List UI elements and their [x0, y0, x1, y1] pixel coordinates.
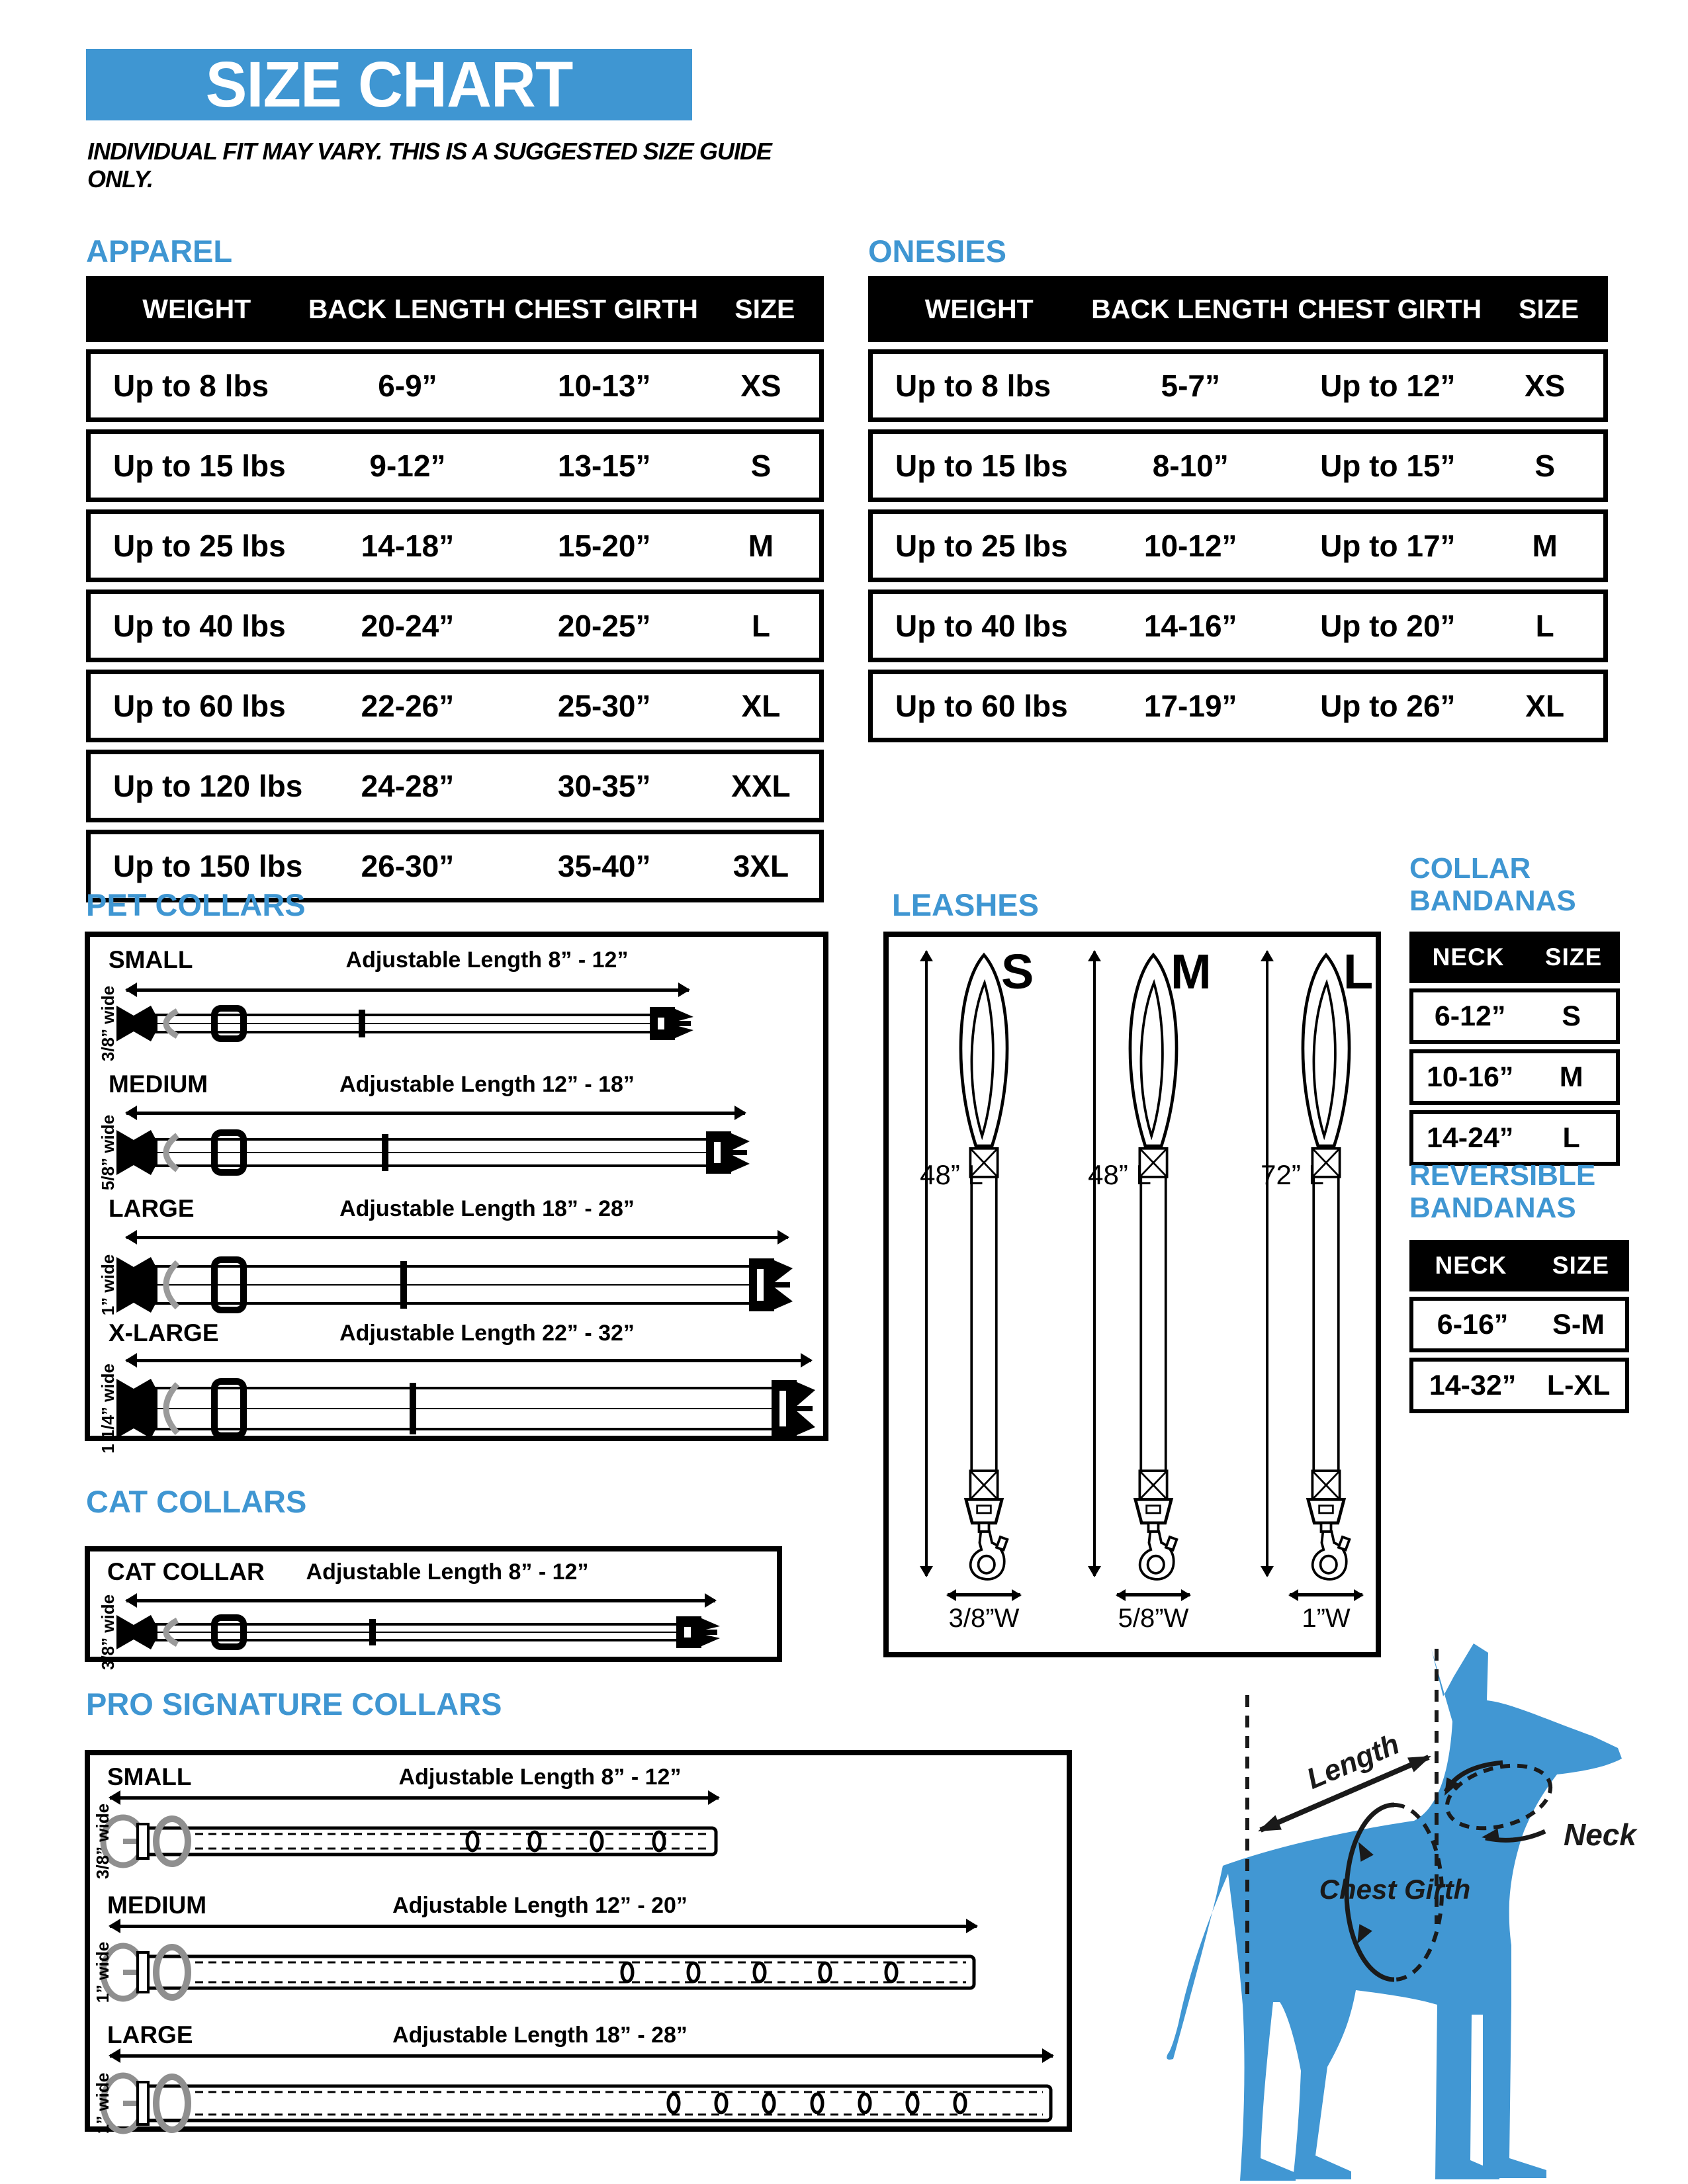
table-row — [86, 509, 824, 582]
double-arrow-icon — [1093, 951, 1096, 1576]
collar-size-label: LARGE — [107, 2021, 193, 2048]
table-cell: 8-10” — [1152, 449, 1229, 483]
collar-diagram — [114, 1000, 696, 1050]
table-cell: 26-30” — [361, 849, 455, 883]
table-cell: XL — [741, 689, 781, 723]
table-cell: XXL — [731, 769, 791, 803]
table-cell: XS — [740, 369, 781, 403]
table-row — [868, 590, 1608, 662]
collar-width-label: 1” wide — [93, 2072, 112, 2134]
reversible-bandanas-heading — [1409, 1159, 1595, 1225]
collar-size-label: SMALL — [109, 946, 193, 973]
leash-diagram — [1286, 949, 1366, 1585]
leash-length-label: 72” L — [1261, 1159, 1324, 1190]
apparel-table-header — [86, 276, 824, 342]
table-cell: 14-32” — [1429, 1369, 1517, 1401]
table-cell: L — [1535, 609, 1554, 643]
collar-bandanas-heading — [1409, 852, 1576, 918]
column-header: SIZE — [1518, 293, 1579, 324]
table-cell: 14-16” — [1143, 609, 1237, 643]
chest-girth-label: Chest Girth — [1319, 1874, 1471, 1905]
leash-width-label: 1”W — [1302, 1604, 1351, 1633]
double-arrow-icon — [1290, 1593, 1362, 1596]
length-label: Length — [1302, 1727, 1404, 1796]
table-cell: Up to 60 lbs — [113, 689, 286, 723]
table-cell: XS — [1524, 369, 1566, 403]
table-cell: Up to 8 lbs — [895, 369, 1051, 403]
double-arrow-icon — [925, 951, 928, 1576]
leash-length-label: 48” L — [1088, 1159, 1151, 1190]
table-cell: Up to 15” — [1320, 449, 1456, 483]
table-cell: M — [1559, 1061, 1583, 1093]
collar-length-label: Adjustable Length 18” - 28” — [339, 1196, 635, 1221]
table-cell: M — [1532, 529, 1558, 563]
collar-width-label: 1 1/4” wide — [98, 1364, 118, 1454]
table-cell: 3XL — [733, 849, 789, 883]
double-arrow-icon — [110, 2054, 1053, 2058]
table-cell: Up to 12” — [1320, 369, 1456, 403]
leash-size-label: S — [1001, 944, 1034, 999]
column-header: CHEST GIRTH — [514, 293, 699, 324]
collar-size-label: SMALL — [107, 1763, 192, 1790]
collar-size-label: CAT COLLAR — [107, 1558, 265, 1585]
leash-length-label: 48” L — [920, 1159, 983, 1190]
table-cell: S — [1534, 449, 1555, 483]
collar-diagram — [114, 1610, 723, 1658]
table-cell: Up to 60 lbs — [895, 689, 1068, 723]
table-cell: Up to 40 lbs — [113, 609, 286, 643]
table-cell: 5-7” — [1161, 369, 1220, 403]
collar-length-label: Adjustable Length 8” - 12” — [345, 947, 629, 973]
apparel-heading: APPAREL — [86, 234, 233, 269]
table-cell: Up to 26” — [1320, 689, 1456, 723]
table-row — [868, 429, 1608, 502]
table-cell: S-M — [1552, 1308, 1605, 1340]
collar-diagram — [114, 1125, 752, 1184]
collar-bandanas-table — [1409, 932, 1620, 1166]
leash-diagram — [944, 949, 1024, 1585]
double-arrow-icon — [126, 1236, 788, 1239]
table-row — [1409, 1358, 1629, 1413]
page-title: SIZE CHART — [205, 48, 573, 120]
double-arrow-icon — [1117, 1593, 1190, 1596]
double-arrow-icon — [1266, 951, 1268, 1576]
table-cell: 17-19” — [1143, 689, 1237, 723]
table-cell: 22-26” — [361, 689, 455, 723]
collar-length-label: Adjustable Length 8” - 12” — [398, 1765, 682, 1790]
collar-size-label: MEDIUM — [107, 1892, 207, 1919]
column-header: BACK LENGTH — [1091, 293, 1289, 324]
collar-width-label: 5/8” wide — [98, 1114, 118, 1191]
double-arrow-icon — [948, 1593, 1020, 1596]
collar-size-label: LARGE — [109, 1195, 195, 1222]
table-cell: S — [1562, 1000, 1581, 1032]
table-row — [868, 349, 1608, 422]
table-cell: 14-24” — [1426, 1121, 1514, 1154]
disclaimer-text: INDIVIDUAL FIT MAY VARY. THIS IS A SUGGESTED SIZE GUIDE ONLY. — [87, 138, 772, 193]
pet-collars-box — [85, 932, 828, 1454]
table-row — [1409, 988, 1620, 1044]
table-cell: 15-20” — [557, 529, 651, 563]
collar-size-label: X-LARGE — [109, 1319, 219, 1346]
heading-line: BANDANAS — [1409, 885, 1576, 918]
bandana-table-header — [1409, 1240, 1629, 1291]
table-row — [1409, 1110, 1620, 1166]
table-row — [86, 670, 824, 742]
column-header: SIZE — [734, 293, 795, 324]
column-header: NECK — [1432, 943, 1505, 971]
table-cell: 20-25” — [557, 609, 651, 643]
table-cell: Up to 150 lbs — [113, 849, 303, 883]
table-cell: Up to 40 lbs — [895, 609, 1068, 643]
leash-size-label: M — [1171, 944, 1212, 999]
table-cell: 10-12” — [1143, 529, 1237, 563]
table-cell: M — [748, 529, 774, 563]
onesies-table-header — [868, 276, 1608, 342]
collar-width-label: 1” wide — [98, 1254, 118, 1316]
leash-diagram — [1113, 949, 1194, 1585]
collar-diagram — [114, 1374, 818, 1447]
column-header: BACK LENGTH — [308, 293, 506, 324]
collar-length-label: Adjustable Length 18” - 28” — [392, 2023, 688, 2048]
cat-collars-heading: CAT COLLARS — [86, 1484, 307, 1519]
collar-length-label: Adjustable Length 22” - 32” — [339, 1321, 635, 1346]
collar-length-label: Adjustable Length 12” - 20” — [392, 1893, 688, 1918]
table-cell: 6-9” — [378, 369, 437, 403]
table-cell: 14-18” — [361, 529, 455, 563]
column-header: CHEST GIRTH — [1298, 293, 1482, 324]
table-cell: Up to 15 lbs — [895, 449, 1068, 483]
collar-width-label: 1” wide — [93, 1941, 112, 2003]
column-header: NECK — [1435, 1252, 1507, 1279]
column-header: SIZE — [1544, 943, 1603, 971]
double-arrow-icon — [126, 1359, 811, 1362]
double-arrow-icon — [126, 1599, 715, 1602]
collar-length-label: Adjustable Length 8” - 12” — [306, 1559, 589, 1585]
heading-line: REVERSIBLE — [1409, 1159, 1596, 1192]
collar-width-label: 3/8” wide — [93, 1803, 112, 1880]
leashes-box — [883, 932, 1381, 1657]
heading-line: COLLAR — [1409, 852, 1531, 885]
leash-size-label: L — [1343, 944, 1374, 999]
pro-collars-box — [85, 1750, 1072, 2132]
table-cell: 10-13” — [557, 369, 651, 403]
collar-diagram — [114, 1252, 795, 1321]
table-row — [868, 509, 1608, 582]
table-cell: Up to 20” — [1320, 609, 1456, 643]
table-cell: 6-16” — [1437, 1308, 1509, 1340]
column-header: SIZE — [1552, 1252, 1610, 1279]
table-cell: Up to 15 lbs — [113, 449, 286, 483]
cat-collars-box — [85, 1546, 782, 1671]
double-arrow-icon — [110, 1796, 719, 1800]
title-banner — [86, 49, 692, 120]
leashes-heading: LEASHES — [892, 887, 1039, 922]
table-row — [86, 349, 824, 422]
table-cell: L-XL — [1546, 1369, 1611, 1401]
pet-collars-heading: PET COLLARS — [86, 887, 306, 922]
table-row — [86, 590, 824, 662]
table-cell: 6-12” — [1434, 1000, 1506, 1032]
double-arrow-icon — [126, 988, 689, 992]
apparel-table — [86, 276, 824, 902]
collar-width-label: 3/8” wide — [98, 1594, 118, 1671]
table-cell: 25-30” — [557, 689, 651, 723]
table-cell: 20-24” — [361, 609, 455, 643]
dog-measurement-diagram — [1148, 1634, 1688, 2183]
belt-collar-diagram — [99, 1938, 979, 2010]
table-cell: L — [1562, 1121, 1580, 1154]
table-cell: Up to 120 lbs — [113, 769, 303, 803]
table-cell: 24-28” — [361, 769, 455, 803]
pro-collars-heading: PRO SIGNATURE COLLARS — [86, 1686, 502, 1722]
table-cell: Up to 25 lbs — [895, 529, 1068, 563]
belt-collar-diagram — [99, 1810, 721, 1876]
column-header: WEIGHT — [142, 293, 251, 324]
table-cell: 10-16” — [1426, 1061, 1514, 1093]
table-cell: 30-35” — [557, 769, 651, 803]
table-row — [1409, 1297, 1629, 1352]
leash-width-label: 3/8”W — [948, 1604, 1020, 1633]
table-row — [86, 750, 824, 822]
onesies-table — [868, 276, 1608, 742]
table-cell: Up to 17” — [1320, 529, 1456, 563]
table-cell: Up to 8 lbs — [113, 369, 269, 403]
heading-line: BANDANAS — [1409, 1192, 1576, 1225]
onesies-heading: ONESIES — [868, 234, 1006, 269]
table-cell: S — [750, 449, 772, 483]
table-cell: 13-15” — [557, 449, 651, 483]
table-cell: 35-40” — [557, 849, 651, 883]
table-cell: Up to 25 lbs — [113, 529, 286, 563]
collar-size-label: MEDIUM — [109, 1070, 208, 1098]
table-cell: L — [751, 609, 770, 643]
double-arrow-icon — [126, 1112, 745, 1115]
table-cell: XL — [1525, 689, 1565, 723]
neck-label: Neck — [1564, 1817, 1636, 1852]
double-arrow-icon — [110, 1925, 977, 1928]
belt-collar-diagram — [99, 2068, 1056, 2142]
bandana-table-header — [1409, 932, 1620, 983]
table-row — [868, 670, 1608, 742]
table-row — [86, 429, 824, 502]
collar-width-label: 3/8” wide — [98, 985, 118, 1062]
table-cell: 9-12” — [369, 449, 446, 483]
leash-width-label: 5/8”W — [1118, 1604, 1189, 1633]
reversible-bandanas-table — [1409, 1240, 1629, 1413]
table-row — [1409, 1049, 1620, 1105]
collar-length-label: Adjustable Length 12” - 18” — [339, 1072, 635, 1097]
column-header: WEIGHT — [924, 293, 1034, 324]
